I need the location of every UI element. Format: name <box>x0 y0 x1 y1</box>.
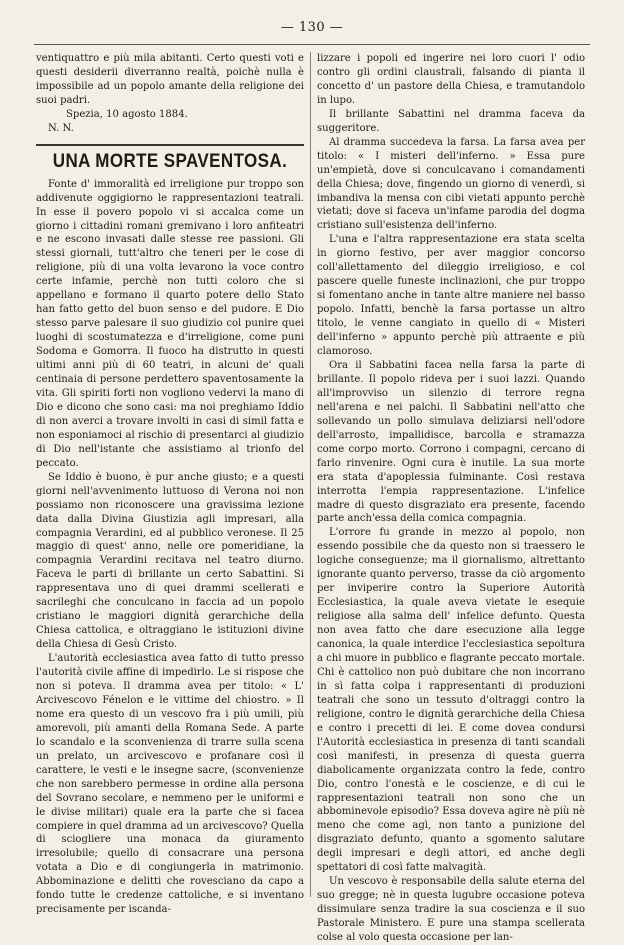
article-paragraph: L'orrore fu grande in mezzo al popolo, non essendo possibile che da questo non si traessero le logiche conseguenze; ma il giornalismo, altrettanto ignorante quanto perverso, trasse da ciò argomento per inviperire contro la Superiore Autorità Ecclesiastica, la quale aveva vietate le esequie religiose alla salma dell' infelice defunto. Questa non avea fatto che dare esecuzione alla legge canonica, la quale interdice l'ecclesiastica sepoltura a chi muore in pubblico e flagrante peccato mortale. Chi è cattolico non può dubitare che non incorrano in sì fatta colpa i rappresentanti di produzioni teatrali che sono un tessuto d'oltraggi contro la religione, contro le dignità gerarchiche della Chiesa e contro i precetti di lei. E come dovea condursi l'Autorità ecclesiastica in presenza di tanti scandali così manifesti, in presenza di questa guerra diabolicamente organizzata contro la fede, contro Dio, contro l'onestà e le coscienze, e di cui le rappresentazioni teatrali non sono che un abbominevole episodio? Essa doveva agire nè più nè meno che come agì, non tanto a punizione del disgraziato defunto, quanto a sgomento salutare degli impresari e degli attori, ed anche degli spettatori di così fatte malvagità. <box>317 527 585 874</box>
article-paragraph: Un vescovo è responsabile della salute eterna del suo gregge; nè in questa lugubre occasione poteva dissimulare senza tradire la sua coscienza e il suo Pastorale Ministero. E pure una stampa scellerata colse al volo questa occasione per lan- <box>317 876 585 944</box>
signature: N. N. <box>48 122 74 134</box>
prev-article-paragraph: ventiquattro e più mila abitanti. Certo questi voti e questi desiderii diverranno realtà, poichè nulla è impossibile ad un popolo amante della religione dei suoi padri. <box>36 53 304 106</box>
article-paragraph: L'autorità ecclesiastica avea fatto di tutto presso l'autorità civile affine di impedirlo. Le si rispose che non si poteva. Il dramma avea per titolo: « L' Arcivescovo Fénelon e le vittime del chiostro. » Il nome era questo di un vescovo fra i più umili, più amorevoli, più amanti della Romana Sede. A parte lo scandalo e la sconvenienza di trarre sulla scena un prelato, un arcivescovo e profanare così il carattere, le vesti e le insegne sacre, (sconvenienze che non sarebbero permesse in ordine alla persona del Sovrano secolare, e nemmeno per le uniformi e le divise militari) quale era la parte che si facea compiere in quel dramma ad un arcivescovo? Quella di sciogliere una monaca da giuramento irresolubile; quello di consacrare una persona votata a Dio e di congiungerla in matrimonio. Abbominazione e delitti che rovesciano da capo a fondo tutte le credenze cattoliche, e si inventano precisamente per iscanda- <box>36 653 304 916</box>
article-paragraph: Fonte d' immoralità ed irreligione pur troppo son addivenute oggigiorno le rappresentazioni teatrali. In esse il povero popolo vi si accalca come un giorno i cittadini romani gremivano i loro anfiteatri e ne escono invasati dalle stesse ree passioni. Gli stessi giornali, tutt'altro che teneri per le cose di religione, più di una volta levarono la voce contro certe infamie, perchè non tutti coloro che si appellano e formano il quarto potere dello Stato han fatto getto del buon senso e del pudore. E Dio stesso parve palesare il suo giudizio col punire quei luoghi di scostumatezza e d'irreligione, come puni Sodoma e Gomorra. Il fuoco ha distrutto in questi ultimi anni più di 60 teatri, in alcuni de' quali centinaia di persone perdettero spaventosamente la vita. Gli spiriti forti non vogliono vedervi la mano di Dio e dicono che sono casi: ma noi preghiamo Iddio di non averci a trovare involti in casi di simil fatta e non esponiamoci al rischio di presentarci al giudizio di Dio nell'istante che assistiamo al trionfo del peccato. <box>36 178 304 469</box>
article-paragraph: Al dramma succedeva la farsa. La farsa avea per titolo: « I misteri dell'inferno. » Essa pure un'empietà, dove si conculcavano i comandamenti della Chiesa; dove, fingendo un giorno di venerdì, si imbandiva la mensa con cibi vietati appunto perchè vietati; dove si faceva un'infame parodia del dogma cristiano sull'esistenza dell'inferno. <box>317 136 585 232</box>
article-paragraph: Ora il Sabbatini facea nella farsa la parte di brillante. Il popolo rideva per i suoi lazzi. Quando all'improvviso un silenzio di terrore regna nell'arena e nei palchi. Il Sabbatini nell'atto che sollevando un pollo simulava deliziarsi nell'odore dell'arrosto, impallidisce, barcolla e stramazza come corpo morto. Corrono i compagni, cercano di farlo rinvenire. Ogni cura è inutile. La sua morte era stata d'apoplessia fulminante. Così restava interrotta l'empia rappresentazione. L'infelice madre di questo disgraziato era presente, facendo parte anch'essa della comica compagnia. <box>317 359 585 525</box>
article-paragraph: Il brillante Sabattini nel dramma faceva da suggeritore. <box>317 108 585 134</box>
article-title: UNA MORTE SPAVENTOSA. <box>52 149 288 172</box>
header-rule <box>34 44 590 45</box>
article-divider <box>36 144 304 146</box>
column-separator <box>310 52 311 897</box>
article-paragraph: L'una e l'altra rappresentazione era stata scelta in giorno festivo, per aver maggior concorso coll'allettamento del dileggio irreligioso, e col pascere quelle funeste inclinazioni, che pur troppo si fomentano anche in tante altre maniere nel basso popolo. Infatti, benchè la farsa portasse un altro titolo, le venne cangiato in quello di « Misteri dell'inferno » appunto perchè più attraente e più clamoroso. <box>317 234 585 358</box>
column-left <box>36 52 304 917</box>
column-right <box>317 52 585 945</box>
article-paragraph: Se Iddio è buono, è pur anche giusto; e a questi giorni nell'avvenimento luttuoso di Verona noi non possiamo non riconoscere una gravissima lezione data dalla Divina Giustizia agli impresari, alla compagnia Verardini, ed al pubblico veronese. Il 25 maggio di quest' anno, nelle ore pomeridiane, la compagnia Verardini recitava nel teatro diurno. Faceva le parti di brillante un certo Sabattini. Si rappresentava uno di quei drammi scellerati e sacrileghi che conculcano in faccia ad un popolo cristiano le maggiori dignità gerarchiche della Chiesa cattolica, e oltraggiano le istituzioni divine della Chiesa di Gesù Cristo. <box>36 471 304 651</box>
article-paragraph: lizzare i popoli ed ingerire nei loro cuori l' odio contro gli ordini claustrali, falsando di pianta il concetto d' un pastore della Chiesa, e tramutandolo in lupo. <box>317 53 585 106</box>
dateline: Spezia, 10 agosto 1884. <box>66 108 188 120</box>
page-number: — 130 — <box>280 20 344 35</box>
